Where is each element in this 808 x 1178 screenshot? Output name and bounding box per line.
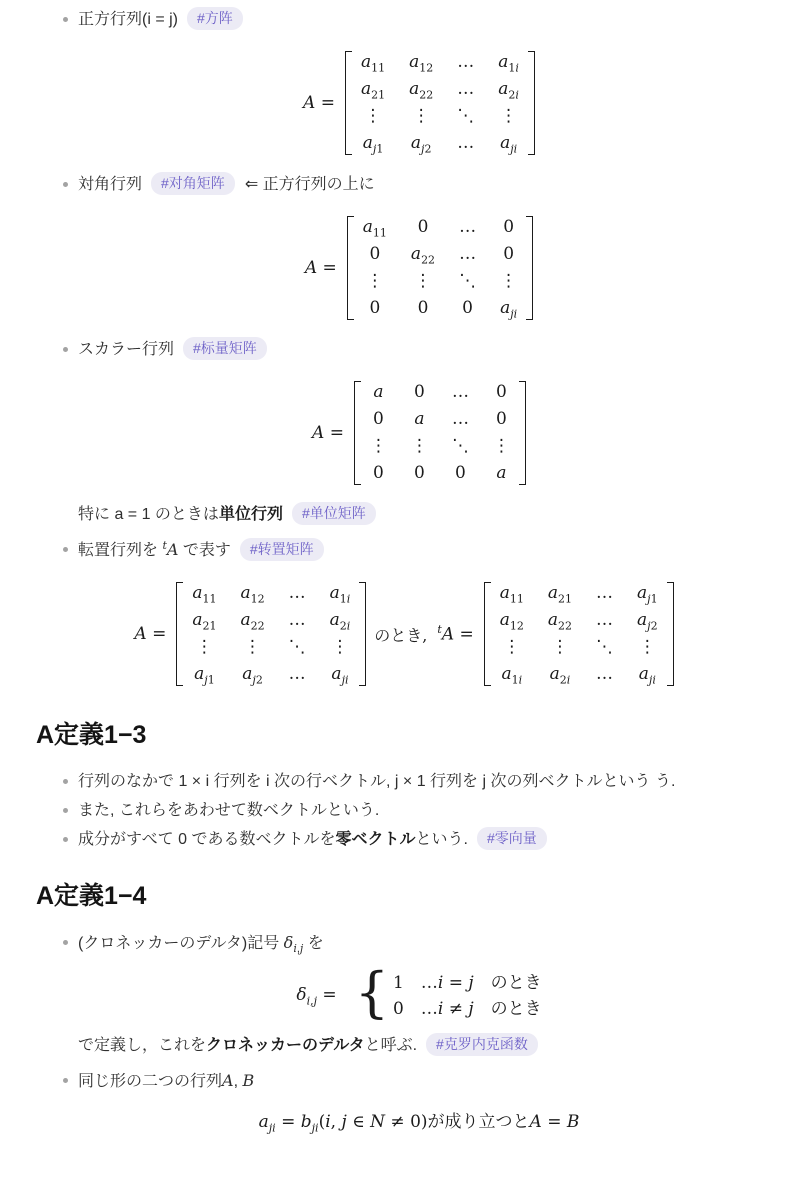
matrices-ab-text: 同じ形の二つの行列A, B: [78, 1071, 255, 1090]
matrix-cell: $a_{ji}$: [638, 664, 656, 687]
matrix-cell: 0: [496, 382, 507, 402]
matrix-cell: $a_{2i}$: [329, 610, 351, 633]
bullet-item-diagonal-matrix: [36, 171, 772, 198]
equation-square-matrix: [36, 49, 772, 157]
bullet-dot: [63, 182, 68, 187]
matrix-cell: ⋮: [500, 106, 518, 126]
cases-brace: {: [354, 961, 390, 1024]
matrix-cell: a: [496, 463, 507, 483]
matrix-cell: $a_{22}$: [547, 610, 573, 633]
matrix-cell: $a_{11}$: [192, 583, 217, 606]
square-matrix: [345, 49, 535, 157]
matrix-cell: ⋮: [410, 436, 428, 456]
matrix-bracket-left: [345, 51, 352, 155]
diagonal-matrix: [347, 214, 533, 322]
diagonal-matrix-note: ⇐ 正方行列の上に: [244, 176, 375, 193]
bullet-dot: [63, 779, 68, 784]
matrix-bracket-right: [519, 381, 526, 485]
bullet-dot: [63, 547, 68, 552]
case-when-2: のとき: [490, 998, 542, 1019]
kronecker-delta-text: (クロネッカーのデルタ)記号 $\delta_{i,j}$ を: [78, 933, 324, 956]
matrix-cell: $a_{j2}$: [410, 133, 432, 156]
kronecker-post: と呼ぶ.: [364, 1037, 418, 1054]
matrix-cell: ⋮: [331, 637, 349, 657]
matrix-cell: 0: [503, 244, 515, 264]
identity-bold-text: 単位行列: [218, 506, 283, 523]
matrix-cell: $a_{j2}$: [242, 664, 263, 687]
tag-zero-vector[interactable]: #零向量: [477, 827, 547, 850]
diagonal-matrix-text: 対角行列: [78, 176, 143, 193]
transpose-text: 転置行列を $^t$A で表す: [78, 538, 231, 559]
matrix-cell: …: [457, 133, 475, 153]
matrix-cell: 0: [417, 298, 429, 318]
matrix-cell: …: [459, 217, 477, 237]
square-matrix-text: 正方行列(i = j): [78, 11, 179, 28]
matrix-cell: …: [596, 583, 614, 603]
matrix-cell: $a_{ji}$: [500, 298, 518, 321]
matrix-bracket-left: [347, 216, 354, 320]
bullet-item-square-matrix: [36, 6, 772, 33]
matrix-cell: $a_{j2}$: [637, 610, 658, 633]
matrix-cell: ⋮: [492, 436, 510, 456]
matrix-bracket-right: [528, 51, 535, 155]
tag-diagonal-matrix[interactable]: #对角矩阵: [151, 172, 235, 195]
matrix-bracket-right: [526, 216, 533, 320]
matrix-cell: $a_{1i}$: [329, 583, 351, 606]
matrix-a: [176, 580, 366, 688]
matrix-cell: ⋮: [244, 637, 262, 657]
number-vector-text: また, これらをあわせて数ベクトルという.: [78, 802, 380, 819]
equation-diagonal-matrix: [36, 214, 772, 322]
matrix-cell: $a_{12}$: [409, 52, 434, 75]
matrix-cell: $a_{12}$: [240, 583, 265, 606]
matrix-cell: $a_{11}$: [499, 583, 524, 606]
zero-vector-pre: 成分がすべて 0 である数ベクトルを: [78, 831, 336, 848]
scalar-matrix: [354, 379, 526, 487]
matrix-cell: ⋱: [457, 106, 475, 126]
matrix-bracket-right: [359, 582, 366, 686]
matrix-cell: 0: [414, 382, 425, 402]
identity-pre-text: 特に a = 1 のときは: [78, 506, 219, 523]
matrix-cell: $a_{j1}$: [194, 664, 215, 687]
matrix-cell: ⋮: [366, 271, 384, 291]
matrix-cell: ⋮: [638, 637, 656, 657]
transpose-mid-text: のとき,: [374, 625, 428, 645]
matrix-cell: a: [373, 382, 384, 402]
bullet-dot: [63, 17, 68, 22]
bullet-item-scalar-matrix: [36, 336, 772, 363]
matrix-cell: $a_{21}$: [360, 79, 386, 102]
equation-scalar-matrix: [36, 379, 772, 487]
matrix-cell: 0: [373, 463, 384, 483]
transpose-lhs-ta: $^t$A =: [437, 622, 474, 645]
equation-kronecker-cases: [36, 961, 772, 1024]
matrix-cell: ⋱: [596, 637, 614, 657]
matrix-cell: $a_{2i}$: [549, 664, 571, 687]
bullet-dot: [63, 347, 68, 352]
case-value-1: 1: [393, 972, 404, 993]
cases-lhs: $\delta_{i,j}$ =: [296, 984, 337, 1008]
kronecker-bold: クロネッカーのデルタ: [206, 1037, 365, 1054]
matrix-cell: $a_{12}$: [499, 610, 524, 633]
matrix-cell: …: [459, 244, 477, 264]
tag-square-matrix[interactable]: #方阵: [187, 7, 243, 30]
heading-definition-1-3: A定義1−3: [36, 721, 147, 749]
equation-transpose: [36, 580, 772, 688]
matrix-cell: ⋮: [364, 106, 382, 126]
matrix-cell: ⋮: [503, 637, 521, 657]
matrix-cell: 0: [369, 244, 381, 264]
matrix-cell: 0: [373, 409, 384, 429]
matrix-cell: …: [288, 664, 306, 684]
matrix-cell: …: [288, 610, 306, 630]
matrix-cell: $a_{21}$: [192, 610, 217, 633]
matrix-cell: 0: [503, 217, 515, 237]
tag-transpose-matrix[interactable]: #转置矩阵: [240, 538, 324, 561]
matrix-cell: $a_{1i}$: [498, 52, 519, 75]
matrix-cell: ⋮: [500, 271, 518, 291]
matrix-cell: $a_{j1}$: [362, 133, 384, 156]
matrix-cell: $a_{22}$: [410, 244, 436, 267]
zero-vector-bold: 零ベクトル: [335, 831, 416, 848]
matrix-cell: $a_{22}$: [409, 79, 434, 102]
matrix-cell: …: [288, 583, 306, 603]
tag-kronecker-function[interactable]: #克罗内克函数: [426, 1033, 538, 1056]
row-column-vector-text: 行列のなかで 1 × i 行列を i 次の行ベクトル, j × 1 行列を j 次の列ベクトルという う.: [78, 773, 676, 790]
matrix-cell: …: [596, 610, 614, 630]
matrix-cell: $a_{ji}$: [500, 133, 518, 156]
matrix-cell: 0: [417, 217, 429, 237]
matrix-cell: $a_{ji}$: [331, 664, 349, 687]
scalar-matrix-lhs: A =: [312, 423, 344, 443]
matrix-cell: $a_{j1}$: [637, 583, 658, 606]
matrix-a-transposed: [484, 580, 674, 688]
bullet-item-number-vector: [36, 797, 772, 824]
bullet-item-zero-vector: [36, 826, 772, 853]
scalar-matrix-text: スカラー行列: [78, 341, 175, 358]
matrix-cell: $a_{22}$: [240, 610, 265, 633]
heading-definition-1-4: A定義1−4: [36, 882, 147, 910]
matrix-cell: $a_{11}$: [362, 217, 387, 240]
bullet-dot: [63, 940, 68, 945]
matrix-cell: ⋮: [369, 436, 387, 456]
matrix-cell: a: [414, 409, 425, 429]
matrix-cell: ⋮: [414, 271, 432, 291]
matrix-equality-text: $a_{ji} = b_{ji}(i$, j ∈ N ≠ 0)が成り立つとA = B: [258, 1112, 580, 1135]
transpose-lhs-a: A =: [134, 624, 167, 644]
bullet-dot: [63, 808, 68, 813]
square-matrix-lhs: A =: [303, 93, 335, 113]
cases-grid: [393, 971, 542, 1021]
matrix-bracket-left: [176, 582, 183, 686]
bullet-item-kronecker-delta: [36, 929, 772, 957]
kronecker-pre: で定義し，これを: [78, 1037, 207, 1054]
zero-vector-post: という.: [415, 831, 468, 848]
matrix-cell: 0: [462, 298, 473, 318]
diagonal-matrix-lhs: A =: [304, 258, 337, 278]
matrix-cell: …: [451, 409, 469, 429]
bullet-item-transpose-matrix: [36, 536, 772, 564]
matrix-cell: ⋮: [412, 106, 430, 126]
identity-matrix-paragraph: [36, 501, 772, 528]
matrix-cell: …: [457, 52, 475, 72]
matrix-cell: $a_{2i}$: [498, 79, 519, 102]
case-cond-1: …i = j: [420, 972, 474, 993]
matrix-cell: 0: [496, 409, 507, 429]
matrix-cell: …: [596, 664, 614, 684]
equation-matrix-equality: [36, 1107, 772, 1133]
matrix-cell: ⋮: [551, 637, 569, 657]
matrix-cell: …: [451, 382, 469, 402]
case-cond-2: …i ≠ j: [420, 998, 474, 1019]
tag-scalar-matrix[interactable]: #标量矩阵: [183, 337, 267, 360]
matrix-cell: 0: [369, 298, 381, 318]
matrix-bracket-left: [484, 582, 491, 686]
bullet-item-matrices-ab: [36, 1067, 772, 1095]
matrix-cell: ⋮: [195, 637, 213, 657]
case-value-2: 0: [393, 998, 404, 1019]
bullet-dot: [63, 1078, 68, 1083]
matrix-cell: ⋱: [459, 271, 477, 291]
matrix-bracket-left: [354, 381, 361, 485]
matrix-bracket-right: [667, 582, 674, 686]
matrix-cell: ⋱: [451, 436, 469, 456]
bullet-item-row-column-vector: [36, 768, 772, 795]
matrix-cell: $a_{11}$: [360, 52, 386, 75]
matrix-cell: $a_{1i}$: [501, 664, 523, 687]
matrix-cell: ⋱: [288, 637, 306, 657]
matrix-cell: 0: [455, 463, 466, 483]
matrix-cell: $a_{21}$: [547, 583, 573, 606]
tag-identity-matrix[interactable]: #单位矩阵: [292, 502, 376, 525]
matrix-cell: …: [457, 79, 475, 99]
kronecker-definition-paragraph: [36, 1032, 772, 1059]
bullet-dot: [63, 837, 68, 842]
case-when-1: のとき: [490, 972, 542, 993]
matrix-cell: 0: [414, 463, 425, 483]
